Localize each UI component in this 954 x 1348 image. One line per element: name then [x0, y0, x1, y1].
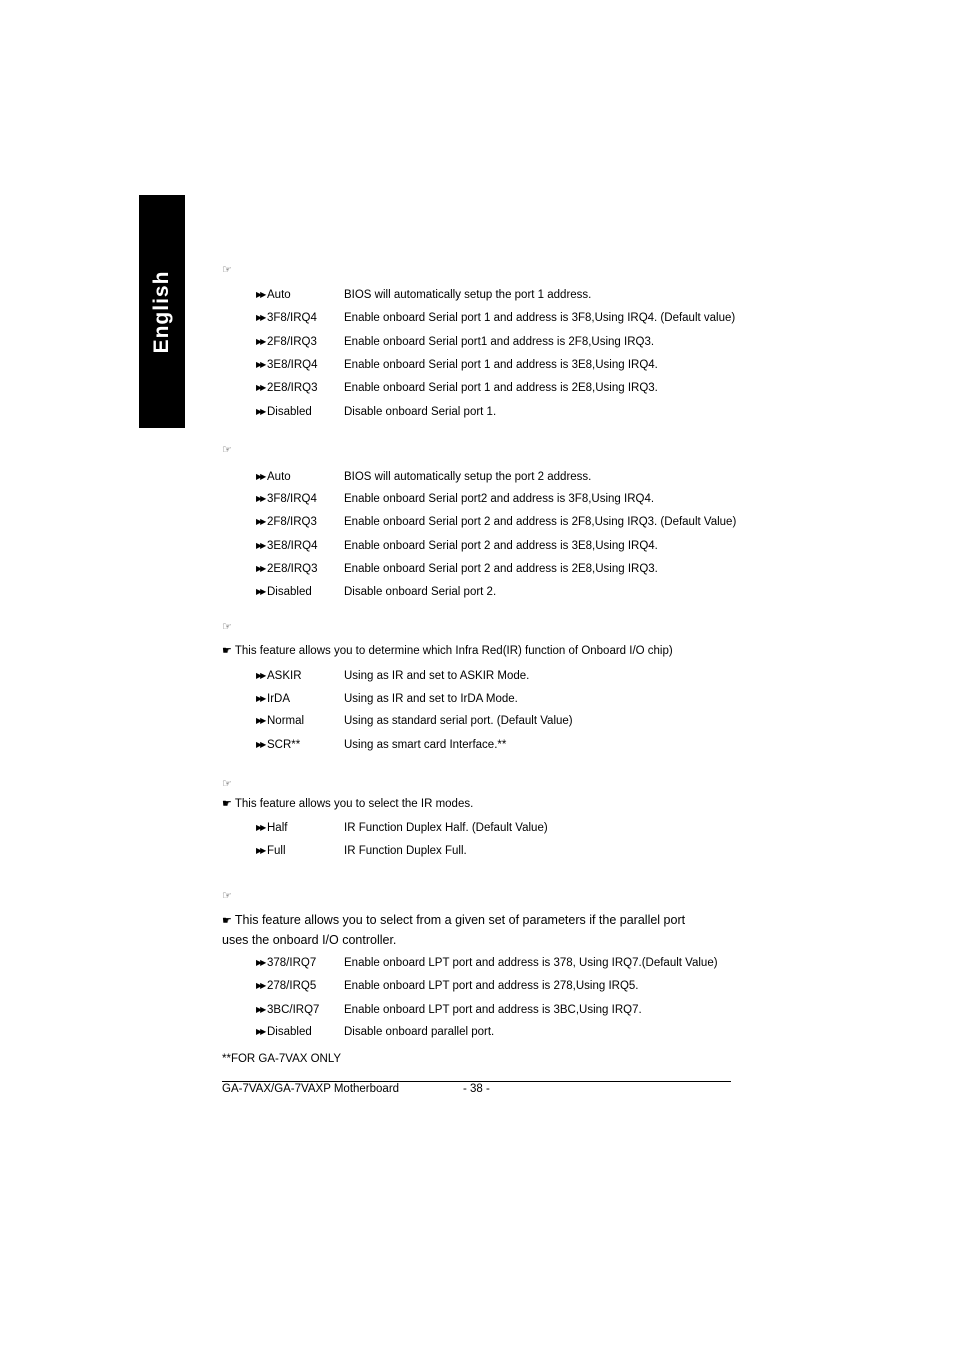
hand-pointer-icon: ☞ — [222, 890, 232, 902]
bullet-icon: ☛ — [222, 645, 232, 657]
double-arrow-icon: ▶▶ — [256, 587, 265, 596]
option-value: IR Function Duplex Half. (Default Value) — [344, 822, 548, 834]
option-row — [256, 404, 736, 422]
option-key: 378/IRQ7 — [267, 957, 317, 969]
double-arrow-icon: ▶▶ — [256, 716, 265, 725]
double-arrow-icon: ▶▶ — [256, 337, 265, 346]
footer-divider — [222, 1081, 731, 1082]
option-value: Using as IR and set to IrDA Mode. — [344, 693, 518, 705]
option-key: Disabled — [267, 406, 312, 418]
option-key: 3F8/IRQ4 — [267, 493, 317, 505]
language-tab-label: English — [150, 270, 173, 353]
option-value: BIOS will automatically setup the port 1 address. — [344, 289, 592, 301]
double-arrow-icon: ▶▶ — [256, 517, 265, 526]
double-arrow-icon: ▶▶ — [256, 313, 265, 322]
option-row — [256, 1024, 736, 1042]
option-row — [256, 584, 736, 602]
option-key: 2F8/IRQ3 — [267, 516, 317, 528]
description-text: This feature allows you to select the IR modes. — [234, 798, 474, 810]
option-value: Enable onboard Serial port2 and address is 3F8,Using IRQ4. — [344, 493, 655, 505]
option-row — [256, 380, 736, 398]
option-value: Enable onboard Serial port 1 and address is 2E8,Using IRQ3. — [344, 382, 658, 394]
option-key: IrDA — [267, 693, 290, 705]
option-value: Using as standard serial port. (Default Value) — [344, 715, 573, 727]
double-arrow-icon: ▶▶ — [256, 846, 265, 855]
description-text: This feature allows you to determine which Infra Red(IR) function of Onboard I/O chip) — [234, 645, 673, 657]
option-value: Using as smart card Interface.** — [344, 739, 507, 751]
section-description — [222, 797, 473, 810]
double-arrow-icon: ▶▶ — [256, 823, 265, 832]
option-value: Disable onboard Serial port 2. — [344, 586, 497, 598]
hand-pointer-icon: ☞ — [222, 444, 232, 456]
option-key: Normal — [267, 715, 305, 727]
hand-pointer-icon: ☞ — [222, 264, 232, 276]
double-arrow-icon: ▶▶ — [256, 958, 265, 967]
option-row — [256, 514, 736, 532]
option-key: Half — [267, 822, 288, 834]
option-key: 3BC/IRQ7 — [267, 1004, 320, 1016]
option-key: ASKIR — [267, 670, 302, 682]
option-value: BIOS will automatically setup the port 2 address. — [344, 471, 592, 483]
option-value: Using as IR and set to ASKIR Mode. — [344, 670, 530, 682]
double-arrow-icon: ▶▶ — [256, 360, 265, 369]
option-key: 278/IRQ5 — [267, 980, 317, 992]
option-key: 2E8/IRQ3 — [267, 563, 318, 575]
option-value: Disable onboard parallel port. — [344, 1026, 495, 1038]
section-description — [222, 911, 712, 950]
double-arrow-icon: ▶▶ — [256, 981, 265, 990]
option-key: 2F8/IRQ3 — [267, 336, 317, 348]
page-number: - 38 - — [463, 1083, 490, 1095]
double-arrow-icon: ▶▶ — [256, 472, 265, 481]
option-key: 2E8/IRQ3 — [267, 382, 318, 394]
double-arrow-icon: ▶▶ — [256, 494, 265, 503]
footnote: **FOR GA-7VAX ONLY — [222, 1053, 342, 1065]
double-arrow-icon: ▶▶ — [256, 290, 265, 299]
double-arrow-icon: ▶▶ — [256, 694, 265, 703]
option-value: Enable onboard Serial port 1 and address is 3F8,Using IRQ4. (Default value) — [344, 312, 736, 324]
option-row — [256, 561, 736, 579]
option-value: Enable onboard Serial port1 and address is 2F8,Using IRQ3. — [344, 336, 655, 348]
option-row — [256, 820, 736, 838]
option-key: Disabled — [267, 1026, 312, 1038]
option-key: Disabled — [267, 586, 312, 598]
option-value: Enable onboard Serial port 2 and address is 3E8,Using IRQ4. — [344, 540, 658, 552]
option-row — [256, 357, 736, 375]
option-key: SCR** — [267, 739, 301, 751]
option-row — [256, 978, 736, 996]
option-value: Enable onboard LPT port and address is 378, Using IRQ7.(Default Value) — [344, 957, 718, 969]
option-value: IR Function Duplex Full. — [344, 845, 467, 857]
option-row — [256, 310, 736, 328]
option-value: Enable onboard Serial port 1 and address is 3E8,Using IRQ4. — [344, 359, 658, 371]
bullet-icon: ☛ — [222, 798, 232, 810]
option-value: Enable onboard LPT port and address is 278,Using IRQ5. — [344, 980, 639, 992]
option-row — [256, 538, 736, 556]
option-row — [256, 668, 736, 686]
option-row — [256, 955, 736, 973]
hand-pointer-icon: ☞ — [222, 621, 232, 633]
double-arrow-icon: ▶▶ — [256, 1005, 265, 1014]
double-arrow-icon: ▶▶ — [256, 740, 265, 749]
option-row — [256, 737, 736, 755]
option-key: 3E8/IRQ4 — [267, 359, 318, 371]
double-arrow-icon: ▶▶ — [256, 383, 265, 392]
option-row — [256, 491, 736, 509]
double-arrow-icon: ▶▶ — [256, 541, 265, 550]
option-key: Auto — [267, 289, 291, 301]
double-arrow-icon: ▶▶ — [256, 1027, 265, 1036]
double-arrow-icon: ▶▶ — [256, 407, 265, 416]
section-description — [222, 644, 673, 657]
hand-pointer-icon: ☞ — [222, 778, 232, 790]
double-arrow-icon: ▶▶ — [256, 564, 265, 573]
option-row — [256, 691, 736, 709]
option-value: Enable onboard LPT port and address is 3BC,Using IRQ7. — [344, 1004, 642, 1016]
double-arrow-icon: ▶▶ — [256, 671, 265, 680]
option-key: 3E8/IRQ4 — [267, 540, 318, 552]
option-row — [256, 713, 736, 731]
language-tab — [139, 195, 185, 428]
option-row — [256, 843, 736, 861]
option-row — [256, 334, 736, 352]
option-key: Auto — [267, 471, 291, 483]
bullet-icon: ☛ — [222, 915, 232, 927]
option-row — [256, 287, 736, 305]
footer-product-name: GA-7VAX/GA-7VAXP Motherboard — [222, 1083, 400, 1095]
option-row — [256, 469, 736, 487]
option-value: Disable onboard Serial port 1. — [344, 406, 497, 418]
option-value: Enable onboard Serial port 2 and address is 2F8,Using IRQ3. (Default Value) — [344, 516, 737, 528]
option-key: 3F8/IRQ4 — [267, 312, 317, 324]
option-value: Enable onboard Serial port 2 and address is 2E8,Using IRQ3. — [344, 563, 658, 575]
option-key: Full — [267, 845, 286, 857]
description-text: This feature allows you to select from a given set of parameters if the parallel port uses the onboard I/O controller. — [222, 913, 686, 947]
option-row — [256, 1002, 736, 1020]
